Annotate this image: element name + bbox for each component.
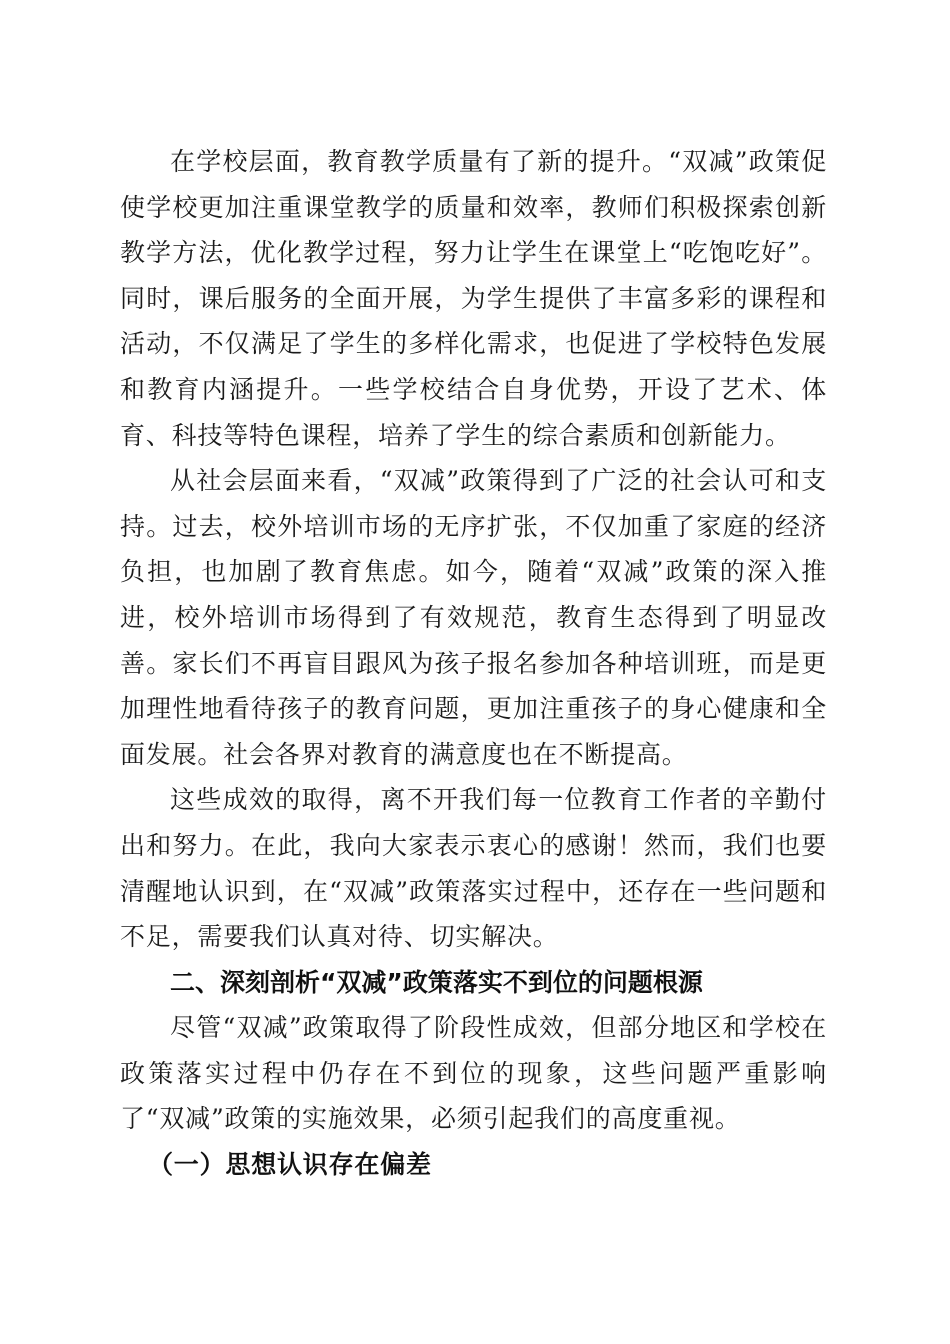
paragraph-achievements: 这些成效的取得，离不开我们每一位教育工作者的辛勤付出和努力。在此，我向大家表示衷心的感谢！然而，我们也要清醒地认识到，在“双减”政策落实过程中，还存在一些问题和不足，需要我们认真对待、切实解决。	[120, 785, 827, 952]
subsection-heading-one: （一）思想认识存在偏差	[148, 1150, 432, 1180]
section-heading-two: 二、深刻剖析“双减”政策落实不到位的问题根源	[170, 967, 703, 997]
paragraph-society-level: 从社会层面来看，“双减”政策得到了广泛的社会认可和支持。过去，校外培训市场的无序扩张，不仅加重了家庭的经济负担，也加剧了教育焦虑。如今，随着“双减”政策的深入推进，校外培训市场得到了有效规范，教育生态得到了明显改善。家长们不再盲目跟风为孩子报名参加各种培训班，而是更加理性地看待孩子的教育问题，更加注重孩子的身心健康和全面发展。社会各界对教育的满意度也在不断提高。	[120, 466, 827, 769]
document-body	[120, 139, 827, 1188]
paragraph-section-two-intro: 尽管“双减”政策取得了阶段性成效，但部分地区和学校在政策落实过程中仍存在不到位的现象，这些问题严重影响了“双减”政策的实施效果，必须引起我们的高度重视。	[120, 1013, 827, 1134]
paragraph-school-level: 在学校层面，教育教学质量有了新的提升。“双减”政策促使学校更加注重课堂教学的质量和效率，教师们积极探索创新教学方法，优化教学过程，努力让学生在课堂上“吃饱吃好”。同时，课后服务的全面开展，为学生提供了丰富多彩的课程和活动，不仅满足了学生的多样化需求，也促进了学校特色发展和教育内涵提升。一些学校结合自身优势，开设了艺术、体育、科技等特色课程，培养了学生的综合素质和创新能力。	[120, 147, 827, 450]
